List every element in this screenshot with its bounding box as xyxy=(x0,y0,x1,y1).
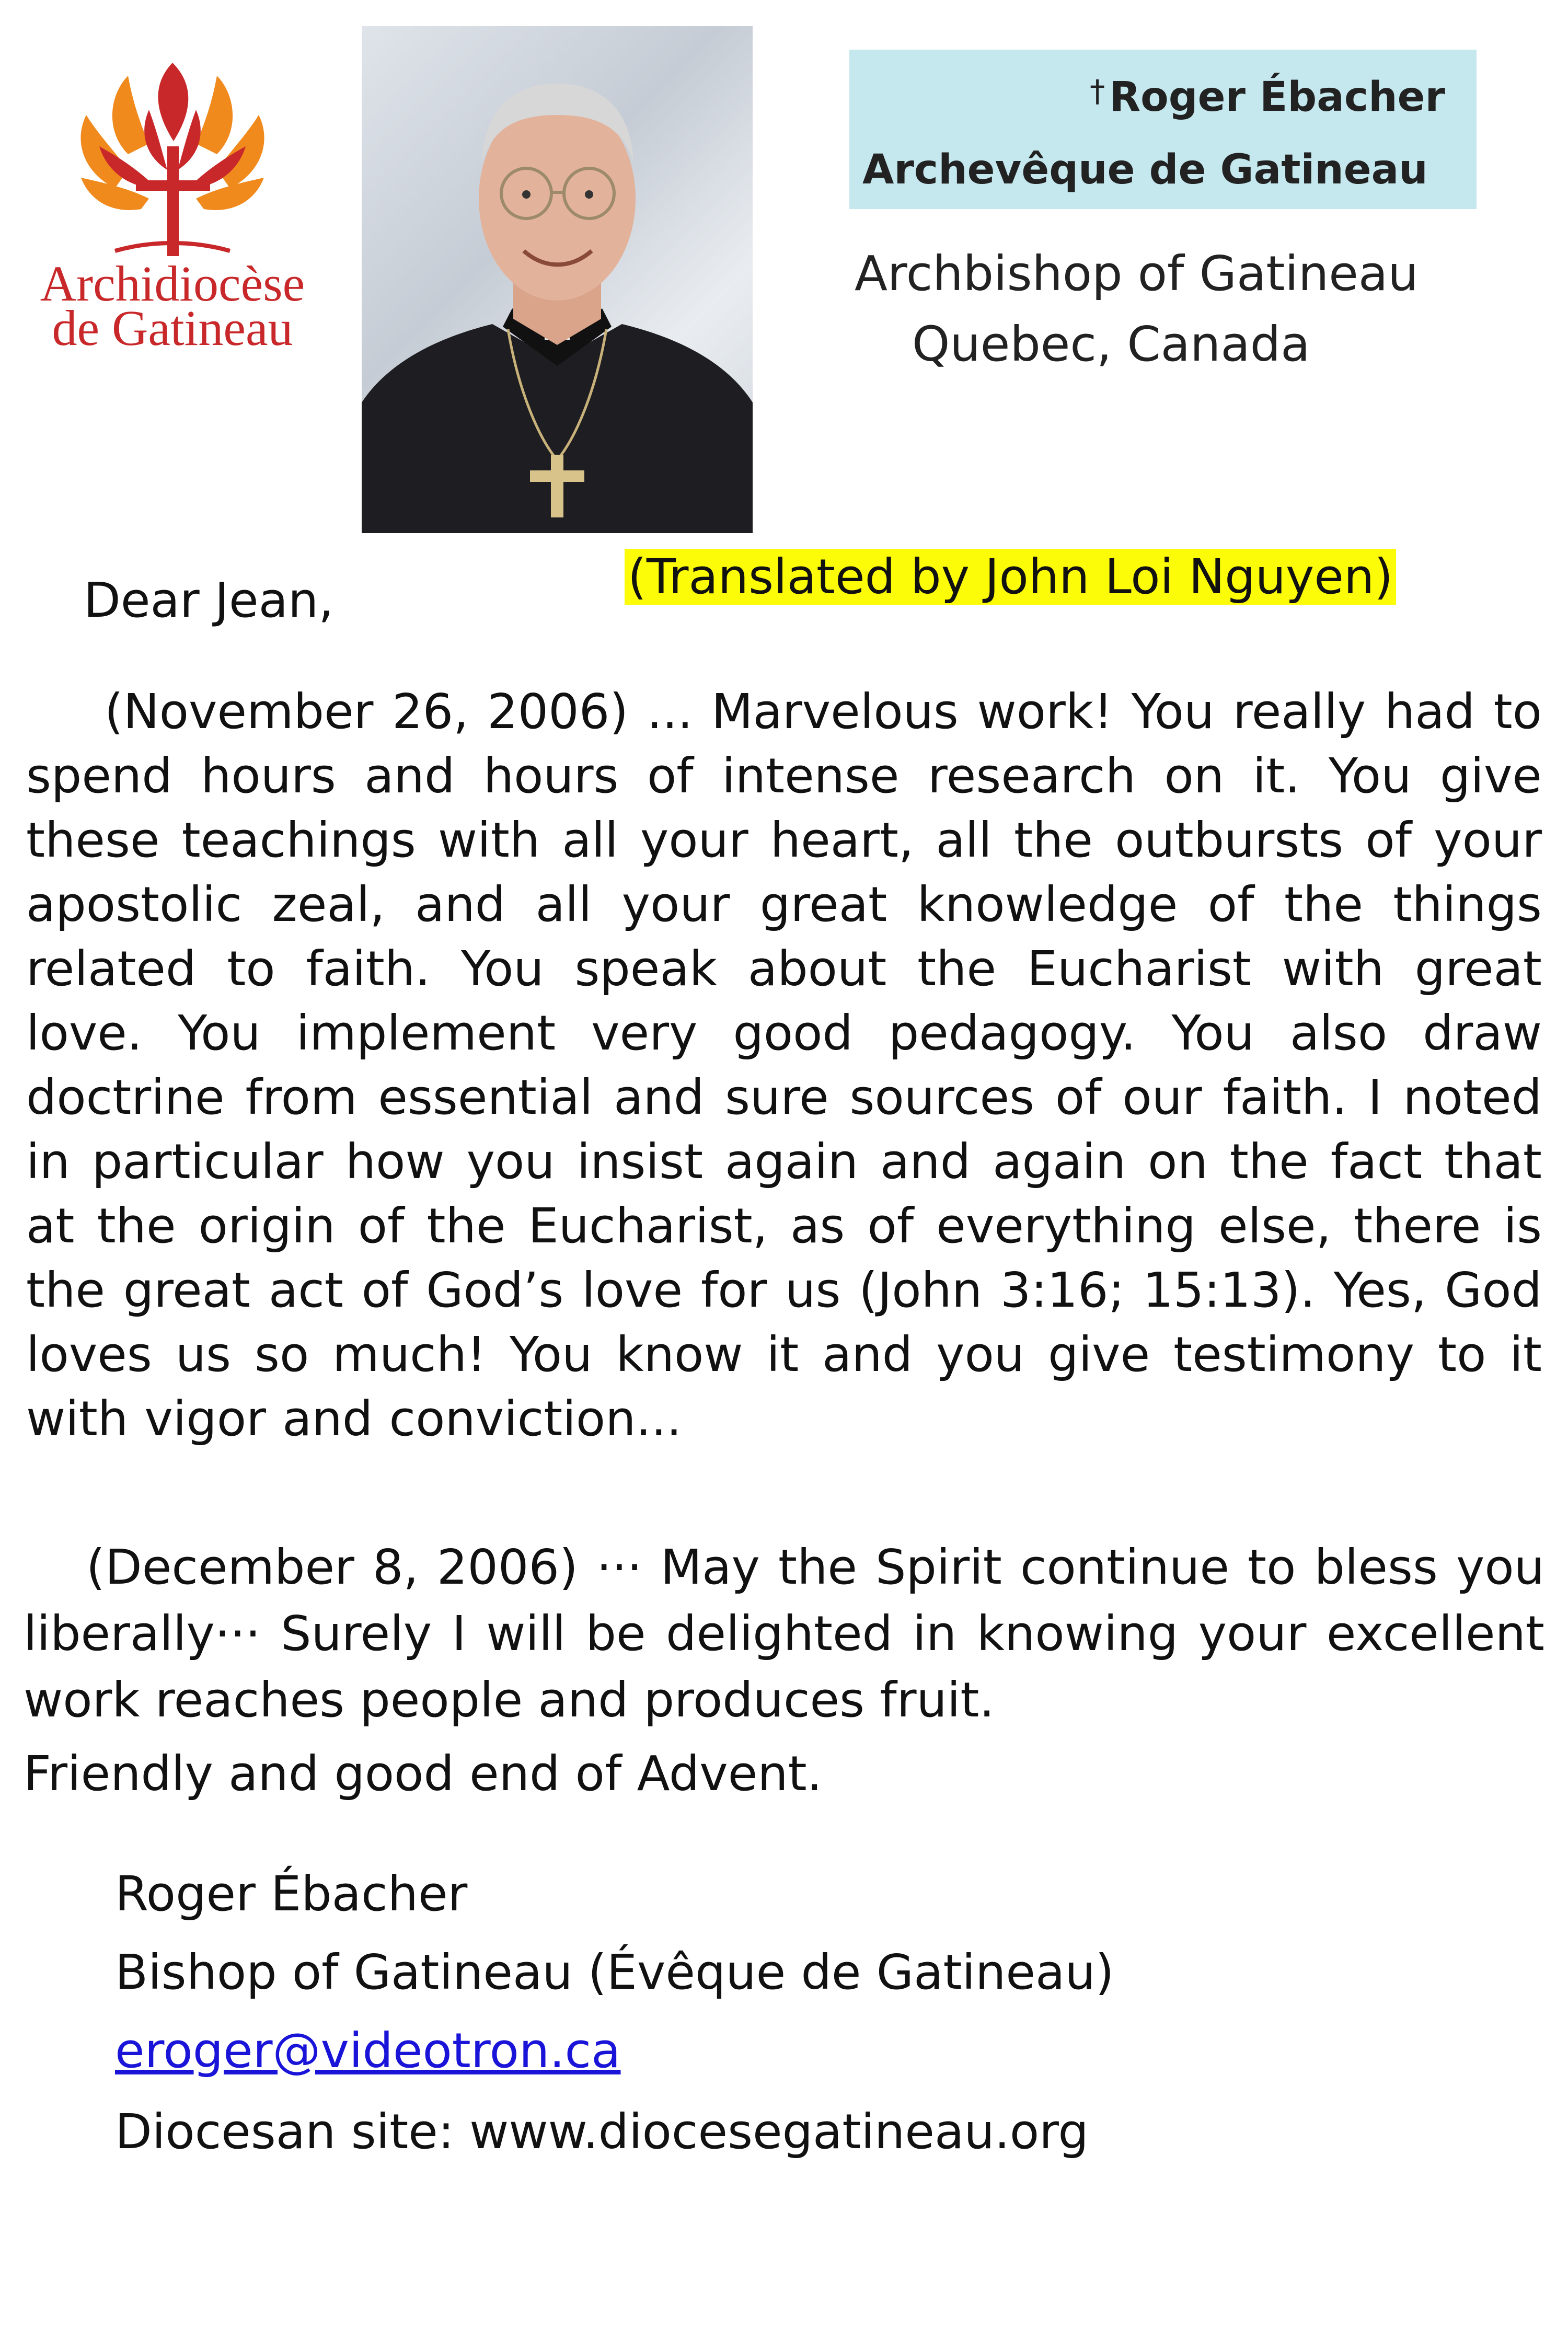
letter-body-2 xyxy=(24,1534,1544,1733)
english-title: Archbishop of Gatineau xyxy=(855,246,1419,302)
flame-cross-icon xyxy=(37,31,308,356)
signature-title: Bishop of Gatineau (Évêque de Gatineau) xyxy=(115,1944,1114,2000)
logo-text-line2: de Gatineau xyxy=(52,300,293,356)
archdiocese-logo xyxy=(37,31,308,356)
role-line: Archevêque de Gatineau xyxy=(862,146,1428,193)
name-text: Roger Ébacher xyxy=(1109,74,1445,121)
diocesan-site: Diocesan site: www.diocesegatineau.org xyxy=(115,2104,1089,2160)
cross-icon: † xyxy=(1090,73,1105,109)
salutation: Dear Jean, xyxy=(84,572,334,628)
paragraph-2: (December 8, 2006) ··· May the Spirit continue to bless you liberally··· Surely I will be delighted in knowing your excellent work reaches people and produces fruit. xyxy=(24,1539,1544,1728)
archbishop-portrait xyxy=(362,26,753,533)
paragraph-1: (November 26, 2006) ... Marvelous work! You really had to spend hours and hours of intense research on it. You give these teachings with all your heart, all the outbursts of your apostolic zeal, and all your great knowledge of the things related to faith. You speak about the Eucharist with great love. You implement very good pedagogy. You also draw doctrine from essential and sure sources of our faith. I noted in particular how you insist again and again on the fact that at the origin of the Eucharist, as of everything else, there is the great act of God’s love for us (John 3:16; 15:13). Yes, God loves us so much! You know it and you give testimony to it with vigor and conviction... xyxy=(26,684,1542,1447)
letter-body xyxy=(26,679,1542,1451)
location: Quebec, Canada xyxy=(912,316,1310,372)
logo-text-line1: Archidiocèse xyxy=(40,256,305,312)
translator-note: (Translated by John Loi Nguyen) xyxy=(625,549,1396,605)
name-line xyxy=(1090,73,1445,121)
signature-name: Roger Ébacher xyxy=(115,1866,468,1922)
name-box xyxy=(849,50,1477,209)
closing: Friendly and good end of Advent. xyxy=(24,1746,822,1802)
email-link[interactable]: eroger@videotron.ca xyxy=(115,2023,621,2079)
